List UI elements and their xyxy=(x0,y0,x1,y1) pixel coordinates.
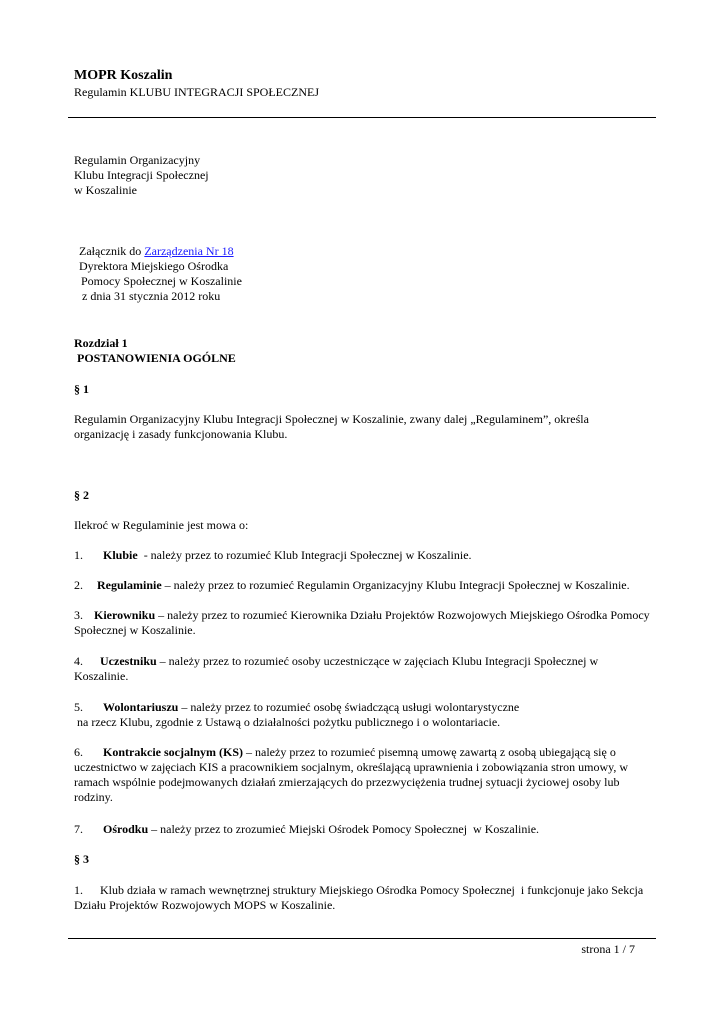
document-title xyxy=(74,153,209,198)
text-line: Działu Projektów Rozwojowych MOPS w Koszalinie. xyxy=(74,898,336,912)
page-number: strona 1 / 7 xyxy=(581,942,635,956)
item-number: 3. xyxy=(74,608,83,622)
item-term: Klubie xyxy=(103,548,138,562)
item-text: – należy przez to rozumieć osoby uczestniczące w zajęciach Klubu Integracji Społecznej w xyxy=(156,654,599,668)
item-number: 4. xyxy=(74,654,83,668)
text-line: Klub działa w ramach wewnętrznej struktury Miejskiego Ośrodka Pomocy Społecznej i funkcjonuje jako Sekcja xyxy=(100,883,644,897)
annex-line: Dyrektora Miejskiego Ośrodka xyxy=(79,259,229,273)
definition-item xyxy=(74,745,659,805)
item-number: 5. xyxy=(74,700,83,714)
section-1-text xyxy=(74,412,659,442)
item-text: - należy przez to rozumieć Klub Integracji Społecznej w Koszalinie. xyxy=(137,548,472,562)
item-term: Ośrodku xyxy=(103,822,149,836)
title-line: Regulamin Organizacyjny xyxy=(74,153,201,167)
item-text: Koszalinie. xyxy=(74,669,129,683)
item-term: Kierowniku xyxy=(94,608,156,622)
item-text: uczestnictwo w zajęciach KIS a pracownikiem socjalnym, określającą uprawnienia i zobowiązania stron umowy, w xyxy=(74,760,629,774)
item-text: Społecznej w Koszalinie. xyxy=(74,623,196,637)
item-text: – należy przez to rozumieć Regulamin Organizacyjny Klubu Integracji Społecznej w Koszalinie. xyxy=(161,578,630,592)
definition-item xyxy=(74,548,659,563)
header-org: MOPR Koszalin xyxy=(74,68,173,83)
definition-item xyxy=(74,654,659,684)
definition-item xyxy=(74,608,659,638)
section-mark-2: § 2 xyxy=(74,488,89,502)
definition-item xyxy=(74,700,659,730)
definition-item xyxy=(74,822,659,837)
item-text: – należy przez to rozumieć pisemną umowę zawartą z osobą ubiegającą się o xyxy=(243,745,616,759)
title-line: w Koszalinie xyxy=(74,183,137,197)
annex-note xyxy=(79,244,242,304)
item-term: Kontrakcie socjalnym (KS) xyxy=(103,745,243,759)
item-number: 2. xyxy=(74,578,83,592)
annex-line: Pomocy Społecznej w Koszalinie xyxy=(81,274,242,288)
item-text: – należy przez to zrozumieć Miejski Ośrodek Pomocy Społecznej w Koszalinie. xyxy=(148,822,540,836)
section-mark-1: § 1 xyxy=(74,382,89,396)
header-subtitle: Regulamin KLUBU INTEGRACJI SPOŁECZNEJ xyxy=(74,85,319,99)
definition-item xyxy=(74,578,659,593)
item-term: Uczestniku xyxy=(100,654,157,668)
annex-prefix: Załącznik do xyxy=(79,244,145,258)
item-number: 6. xyxy=(74,745,83,759)
section-mark-3: § 3 xyxy=(74,852,89,866)
item-text: – należy przez to rozumieć Kierownika Działu Projektów Rozwojowych Miejskiego Ośrodka Pomocy xyxy=(155,608,650,622)
item-number: 1. xyxy=(74,883,83,897)
section-2-intro: Ilekroć w Regulaminie jest mowa o: xyxy=(74,518,249,532)
chapter-label: Rozdział 1 xyxy=(74,336,128,350)
section-3-text xyxy=(74,883,659,913)
text-line: organizację i zasady funkcjonowania Klubu. xyxy=(74,427,288,441)
footer-divider xyxy=(68,938,656,939)
item-text: ramach wspólnie podejmowanych działań zmierzających do przezwyciężenia trudnej sytuacji życiowej osoby lub xyxy=(74,775,620,789)
item-number: 1. xyxy=(74,548,83,562)
item-term: Regulaminie xyxy=(97,578,162,592)
item-number: 7. xyxy=(74,822,83,836)
item-text: rodziny. xyxy=(74,790,113,804)
title-line: Klubu Integracji Społecznej xyxy=(74,168,209,182)
item-text: na rzecz Klubu, zgodnie z Ustawą o działalności pożytku publicznego i o wolontariacie. xyxy=(74,715,501,729)
ordinance-link[interactable]: Zarządzenia Nr 18 xyxy=(144,244,234,258)
header-divider xyxy=(68,117,656,118)
item-term: Wolontariuszu xyxy=(103,700,179,714)
chapter-name: POSTANOWIENIA OGÓLNE xyxy=(77,351,236,365)
annex-line: z dnia 31 stycznia 2012 roku xyxy=(82,289,221,303)
item-text: – należy przez to rozumieć osobę świadczącą usługi wolontarystyczne xyxy=(178,700,520,714)
text-line: Regulamin Organizacyjny Klubu Integracji Społecznej w Koszalinie, zwany dalej „Regulaminem”, określa xyxy=(74,412,589,426)
